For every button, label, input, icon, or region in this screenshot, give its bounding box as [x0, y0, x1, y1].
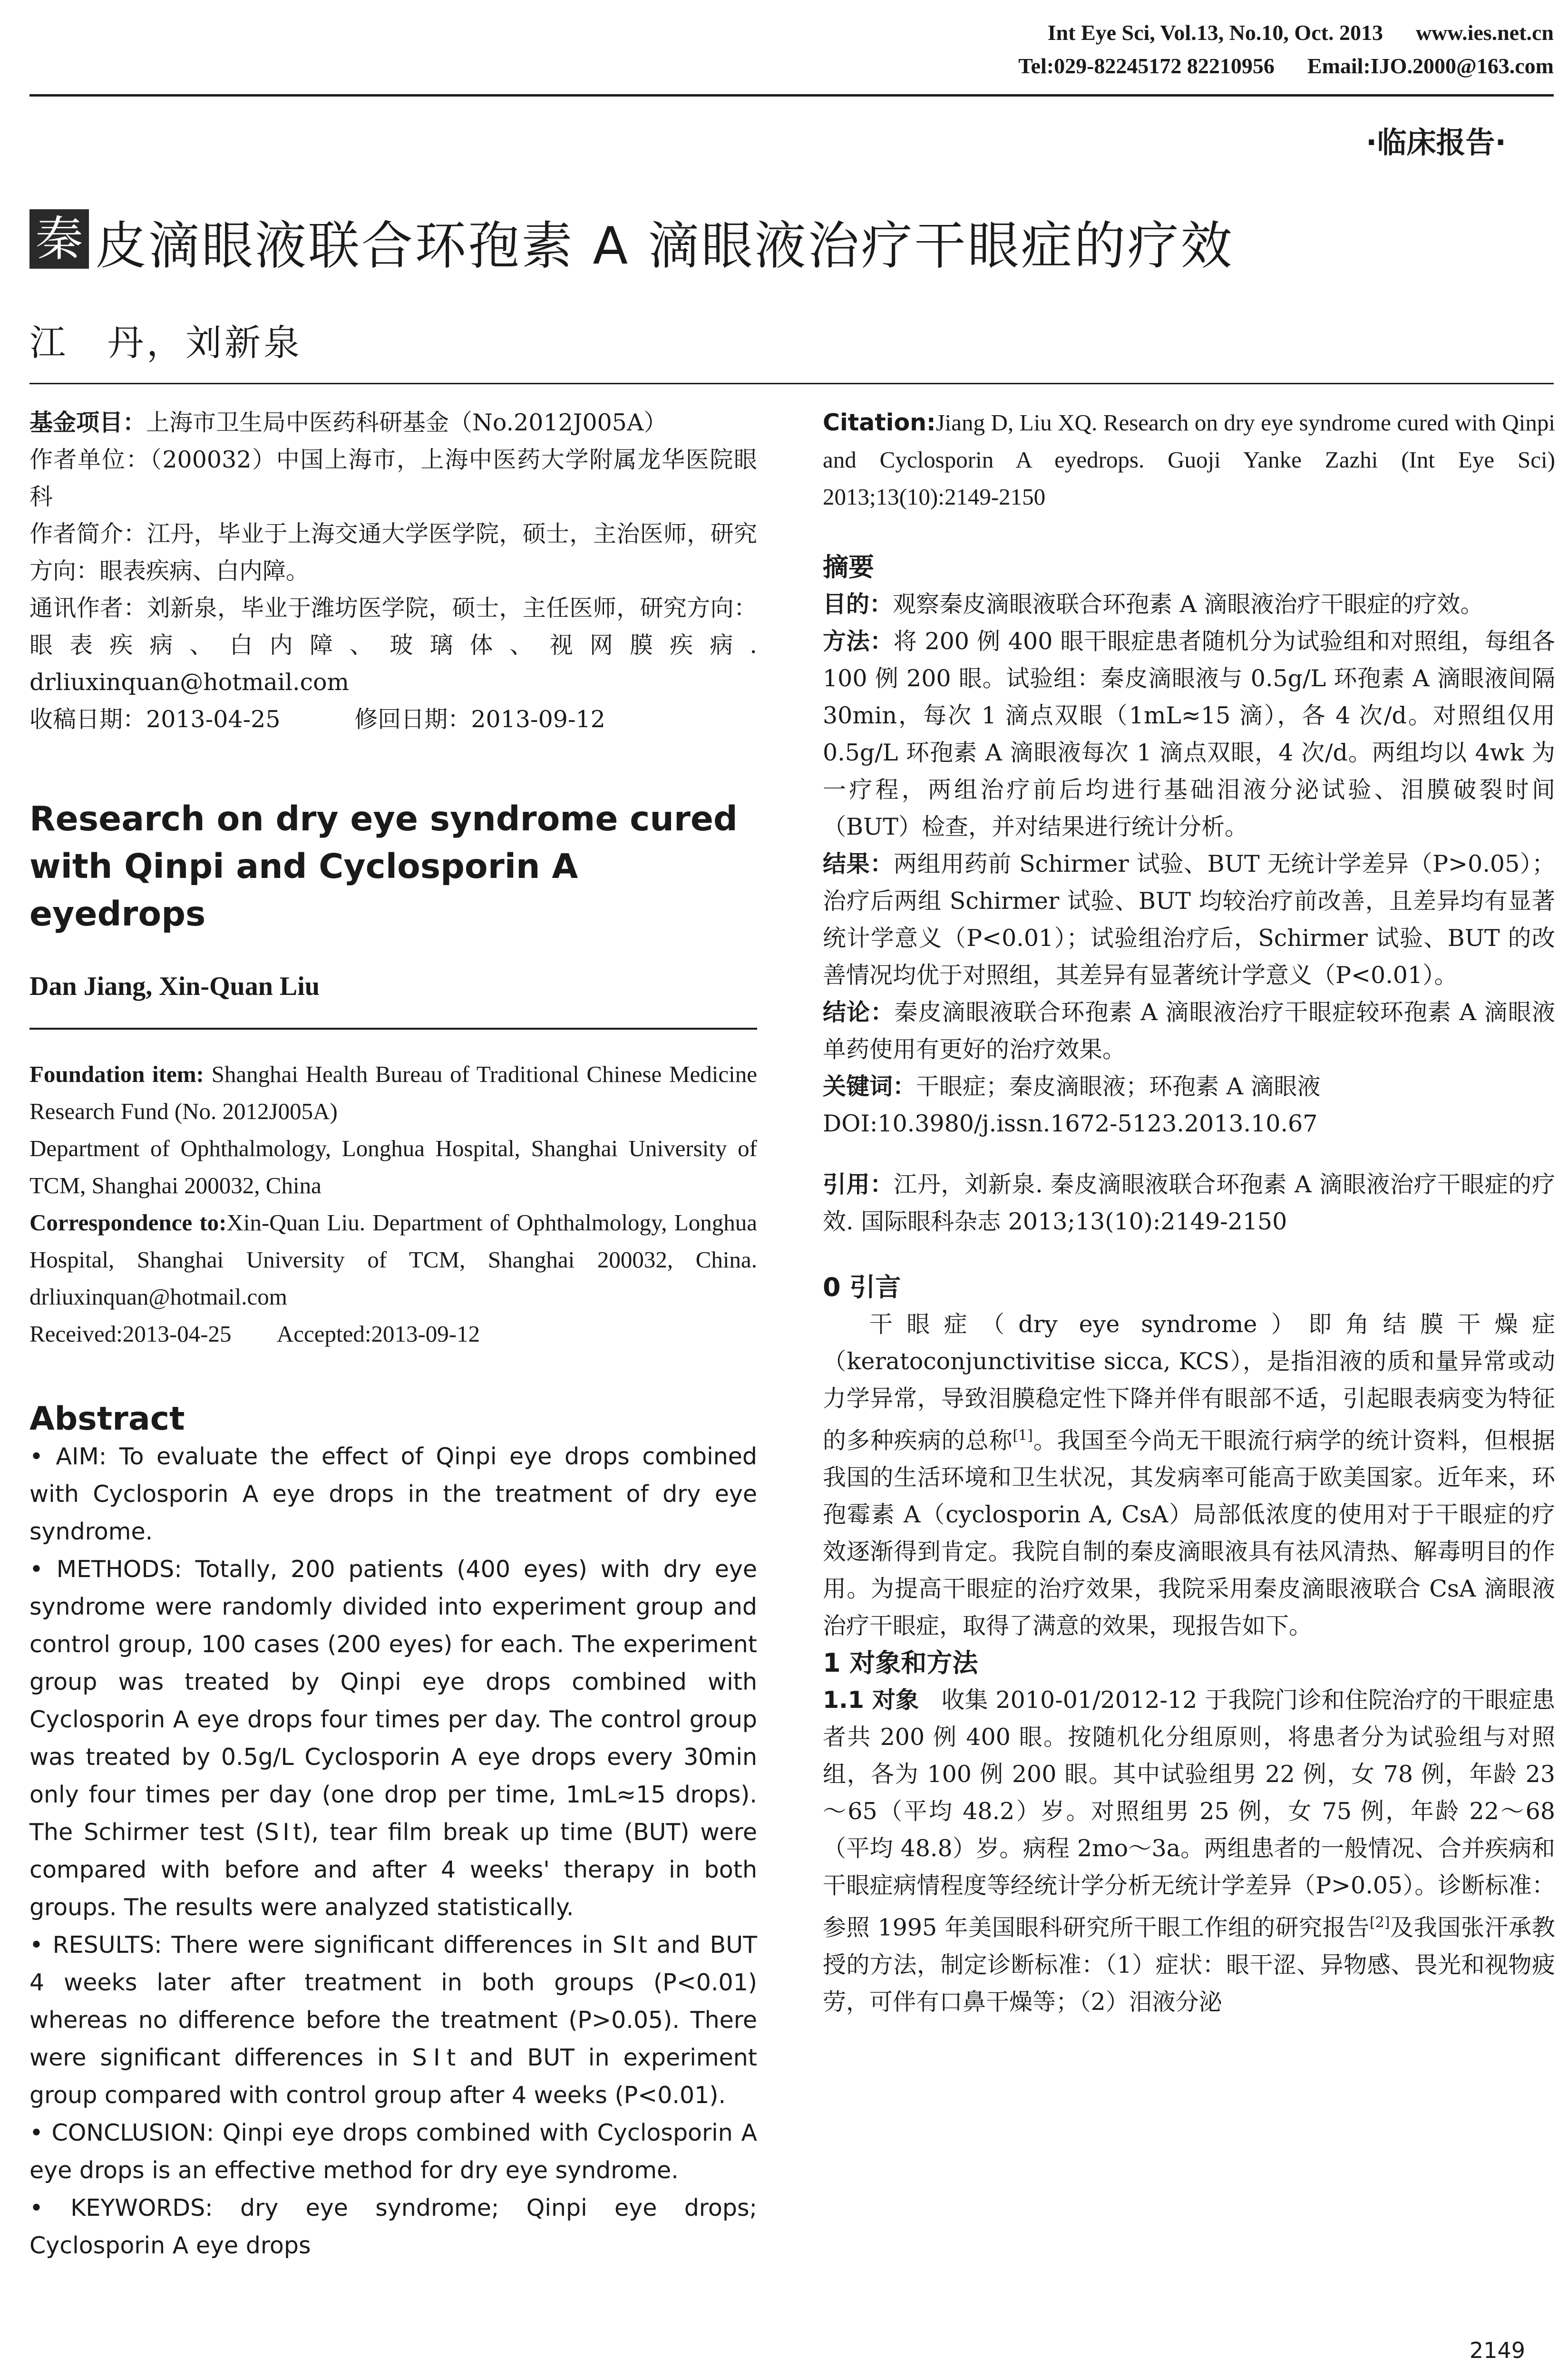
cn-keywords-label: 关键词： — [823, 1073, 916, 1100]
fund-text: 上海市卫生局中医药科研基金（No.2012J005A） — [146, 409, 667, 436]
fund-info — [29, 404, 757, 441]
conclusion-text: Qinpi eye drops combined with Cyclosporin A eye drops is an effective method for dry eye syndrome. — [29, 2119, 758, 2184]
en-accepted: Accepted:2013-09-12 — [276, 1321, 480, 1347]
methods-text: Totally, 200 patients (400 eyes) with dry eye syndrome were randomly divided into experiment group and control group, 100 cases (200 eyes) for each. The experiment group was treated by Qinpi eye drops combined with Cyclosporin A eye drops four times per day. The control group was treated by 0.5g/L Cyclosporin A eye drops every 30min only four times per day (one drop per time, 1mL≈15 drops). The Schirmer test (SⅠt), tear film break up time (BUT) were compared with before and after 4 weeks' therapy in both groups. The results were analyzed statistically. — [29, 1556, 758, 1921]
journal-email[interactable]: Email:IJO.2000@163.com — [1307, 54, 1554, 78]
author-bio — [29, 516, 757, 590]
aim-text: To evaluate the effect of Qinpi eye drops combined with Cyclosporin A eye drops in the treatment of dry eye syndrome. — [29, 1443, 757, 1545]
abstract-conclusion — [29, 2114, 757, 2189]
right-column — [823, 404, 1555, 2021]
received-label: 收稿日期： — [29, 706, 146, 733]
affiliation — [29, 441, 757, 516]
results-label: • RESULTS: — [29, 1931, 162, 1958]
bio-text: 江丹，毕业于上海交通大学医学院，硕士，主治医师，研究方向：眼表疾病、白内障。 — [29, 520, 757, 585]
citation-text: Jiang D, Liu XQ. Research on dry eye syndrome cured with Qinpi and Cyclosporin A eyedrops. Guoji Yanke Zazhi (Int Eye Sci) 2013;13(10):2149-2150 — [823, 409, 1555, 510]
fund-label: 基金项目： — [29, 409, 146, 436]
cn-results-text: 两组用药前 Schirmer 试验、BUT 无统计学差异（P>0.05）；治疗后两组 Schirmer 试验、BUT 均较治疗前改善，且差异均有显著统计学意义（P<0.01）；试验组治疗后，Schirmer 试验、BUT 的改善情况均优于对照组，其差异有显著统计学意义（P<0.01）。 — [823, 850, 1555, 989]
affil-text: （200032）中国上海市，上海中医药大学附属龙华医院眼科 — [29, 446, 757, 510]
header-rule — [29, 94, 1554, 97]
results-text: There were significant differences in SⅠt and BUT 4 weeks later after treatment in both groups (P<0.01) whereas no difference before the treatment (P>0.05). There were significant differences in SⅠt and BUT in experiment group compared with control group after 4 weeks (P<0.01). — [29, 1931, 757, 2109]
cn-conclusion — [823, 994, 1555, 1068]
subjects-text-a: 收集 2010-01/2012-12 于我院门诊和住院治疗的干眼症患者共 200 例 400 眼。按随机化分组原则，将患者分为试验组与对照组，各为 100 例 200 眼。其中试验组男 22 例，女 78 例，年龄 23～65（平均 48.2）岁。对照组男 25 例，女 75 例，年龄 22～68（平均 48.8）岁。病程 2mo～3a。两组患者的一般情况、合并疾病和干眼症病情程度等经统计学分析无统计学差异（P>0.05）。诊断标准：参照 1995 年美国眼科研究所干眼工作组的研究报告 — [823, 1686, 1555, 1941]
cn-methods-label: 方法： — [823, 628, 894, 655]
subjects-heading: 1.1 对象 — [823, 1686, 919, 1714]
cn-conclusion-text: 秦皮滴眼液联合环孢素 A 滴眼液治疗干眼症较环孢素 A 滴眼液单药使用有更好的治疗效果。 — [823, 999, 1555, 1063]
ref-1[interactable]: [1] — [1013, 1427, 1033, 1444]
english-authors-rule — [29, 1002, 757, 1030]
abstract-aim — [29, 1438, 757, 1550]
intro-text-b: 。我国至今尚无干眼流行病学的统计资料，但根据我国的生活环境和卫生状况，其发病率可能高于欧美国家。近年来，环孢霉素 A（cyclosporin A, CsA）局部低浓度的使用对于干眼症的疗效逐渐得到肯定。我院自制的秦皮滴眼液具有祛风清热、解毒明目的作用。为提高干眼症的治疗效果，我院采用秦皮滴眼液联合 CsA 滴眼液治疗干眼症，取得了满意的效果，现报告如下。 — [823, 1427, 1555, 1640]
revised-date: 2013-09-12 — [471, 706, 605, 733]
received-accepted — [29, 1315, 757, 1353]
cn-conclusion-label: 结论： — [823, 999, 895, 1026]
citation — [823, 404, 1555, 516]
en-received: Received:2013-04-25 — [29, 1321, 232, 1347]
article-title: 皮滴眼液联合环孢素 A 滴眼液治疗干眼症的疗效 — [95, 216, 1234, 276]
foundation-label: Foundation item: — [29, 1061, 204, 1087]
affil-label: 作者单位： — [29, 446, 150, 473]
cn-results-label: 结果： — [823, 850, 894, 877]
keywords-text: dry eye syndrome; Qinpi eye drops; Cyclosporin A eye drops — [29, 2194, 757, 2259]
article-authors: 江 丹，刘新泉 — [29, 321, 302, 364]
corresponding-author — [29, 590, 757, 701]
cn-citation — [823, 1166, 1555, 1240]
english-authors: Dan Jiang, Xin-Quan Liu — [29, 972, 320, 1001]
dates — [29, 701, 757, 738]
doi[interactable]: DOI:10.3980/j.issn.1672-5123.2013.10.67 — [823, 1110, 1318, 1137]
journal-contact — [1018, 52, 1554, 80]
section-label: ·临床报告· — [1365, 125, 1506, 160]
title-rule — [29, 383, 1554, 384]
intro-paragraph — [823, 1306, 1555, 1645]
correspondence-label: Correspondence to: — [29, 1209, 227, 1236]
foundation-item — [29, 1056, 757, 1130]
conclusion-label: • CONCLUSION: — [29, 2119, 214, 2146]
abstract-heading: Abstract — [29, 1400, 185, 1438]
cn-methods-text: 将 200 例 400 眼干眼症患者随机分为试验组和对照组，每组各 100 例 200 眼。试验组：秦皮滴眼液与 0.5g/L 环孢素 A 滴眼液间隔 30min，每次 1 滴点双眼（1mL≈15 滴），各 4 次/d。对照组仅用 0.5g/L 环孢素 A 滴眼液每次 1 滴点双眼，4 次/d。两组均以 4wk 为一疗程，两组治疗前后均进行基础泪液分泌试验、泪膜破裂时间（BUT）检查，并对结果进行统计分析。 — [823, 628, 1556, 840]
abstract-keywords — [29, 2189, 757, 2264]
citation-label: Citation: — [823, 409, 936, 436]
revised-label: 修回日期： — [354, 706, 471, 733]
intro-text-a: 干眼症（dry eye syndrome）即角结膜干燥症（keratoconjunctivitise sicca, KCS），是指泪液的质和量异常或动力学异常，导致泪膜稳定性下降并伴有眼部不适，引起眼表病变为特征的多种疾病的总称 — [823, 1311, 1555, 1454]
journal-info: Int Eye Sci, Vol.13, No.10, Oct. 2013 — [1047, 20, 1383, 45]
bio-label: 作者简介： — [29, 520, 147, 547]
foundation-text: Shanghai Health Bureau of Traditional Chinese Medicine Research Fund (No. 2012J005A) — [29, 1061, 757, 1124]
left-column — [29, 404, 757, 2264]
page-number: 2149 — [1469, 2338, 1525, 2363]
cn-cite-text: 江丹，刘新泉. 秦皮滴眼液联合环孢素 A 滴眼液治疗干眼症的疗效. 国际眼科杂志 2013;13(10):2149-2150 — [823, 1171, 1555, 1235]
correspondence — [29, 1204, 757, 1315]
cn-aim — [823, 586, 1555, 623]
methods-label: • METHODS: — [29, 1556, 182, 1583]
keywords-label: • KEYWORDS: — [29, 2194, 213, 2221]
cn-results — [823, 846, 1555, 994]
english-title: Research on dry eye syndrome cured with Qinpi and Cyclosporin A eyedrops — [29, 799, 738, 934]
department: Department of Ophthalmology, Longhua Hospital, Shanghai University of TCM, Shanghai 200032, China — [29, 1135, 757, 1198]
correspondence-text: Xin-Quan Liu. Department of Ophthalmology, Longhua Hospital, Shanghai University of TCM, Shanghai 200032, China. drliuxinquan@hotmail.com — [29, 1209, 757, 1310]
abstract-results — [29, 1926, 757, 2114]
corr-text: 刘新泉，毕业于潍坊医学院，硕士，主任医师，研究方向：眼表疾病、白内障、玻璃体、视网膜疾病. drliuxinquan@hotmail.com — [29, 594, 757, 696]
cn-aim-text: 观察秦皮滴眼液联合环孢素 A 滴眼液治疗干眼症的疗效。 — [893, 591, 1484, 618]
cn-cite-label: 引用： — [823, 1171, 894, 1198]
cn-aim-label: 目的： — [823, 591, 893, 618]
journal-header — [1048, 19, 1554, 47]
corr-label: 通讯作者： — [29, 594, 147, 622]
intro-heading: 0 引言 — [823, 1272, 901, 1302]
aim-label: • AIM: — [29, 1443, 107, 1470]
ref-2[interactable]: [2] — [1369, 1914, 1390, 1931]
abstract-methods — [29, 1550, 757, 1926]
cn-keywords — [823, 1068, 1555, 1105]
received-date: 2013-04-25 — [146, 706, 281, 733]
journal-tel: Tel:029-82245172 82210956 — [1018, 54, 1275, 78]
journal-website[interactable]: www.ies.net.cn — [1415, 20, 1554, 45]
title-initial-box: 秦 — [29, 209, 89, 269]
methods-heading: 1 对象和方法 — [823, 1648, 978, 1678]
cn-methods — [823, 623, 1555, 846]
cn-abstract-heading: 摘要 — [823, 552, 874, 582]
subjects-text-b: 及我国张汗承教授的方法，制定诊断标准：（1）症状：眼干涩、异物感、畏光和视物疲劳，可伴有口鼻干燥等；（2）泪液分泌 — [823, 1914, 1555, 2016]
cn-keywords-text: 干眼症；秦皮滴眼液；环孢素 A 滴眼液 — [916, 1073, 1321, 1100]
subjects-paragraph — [823, 1682, 1555, 2020]
